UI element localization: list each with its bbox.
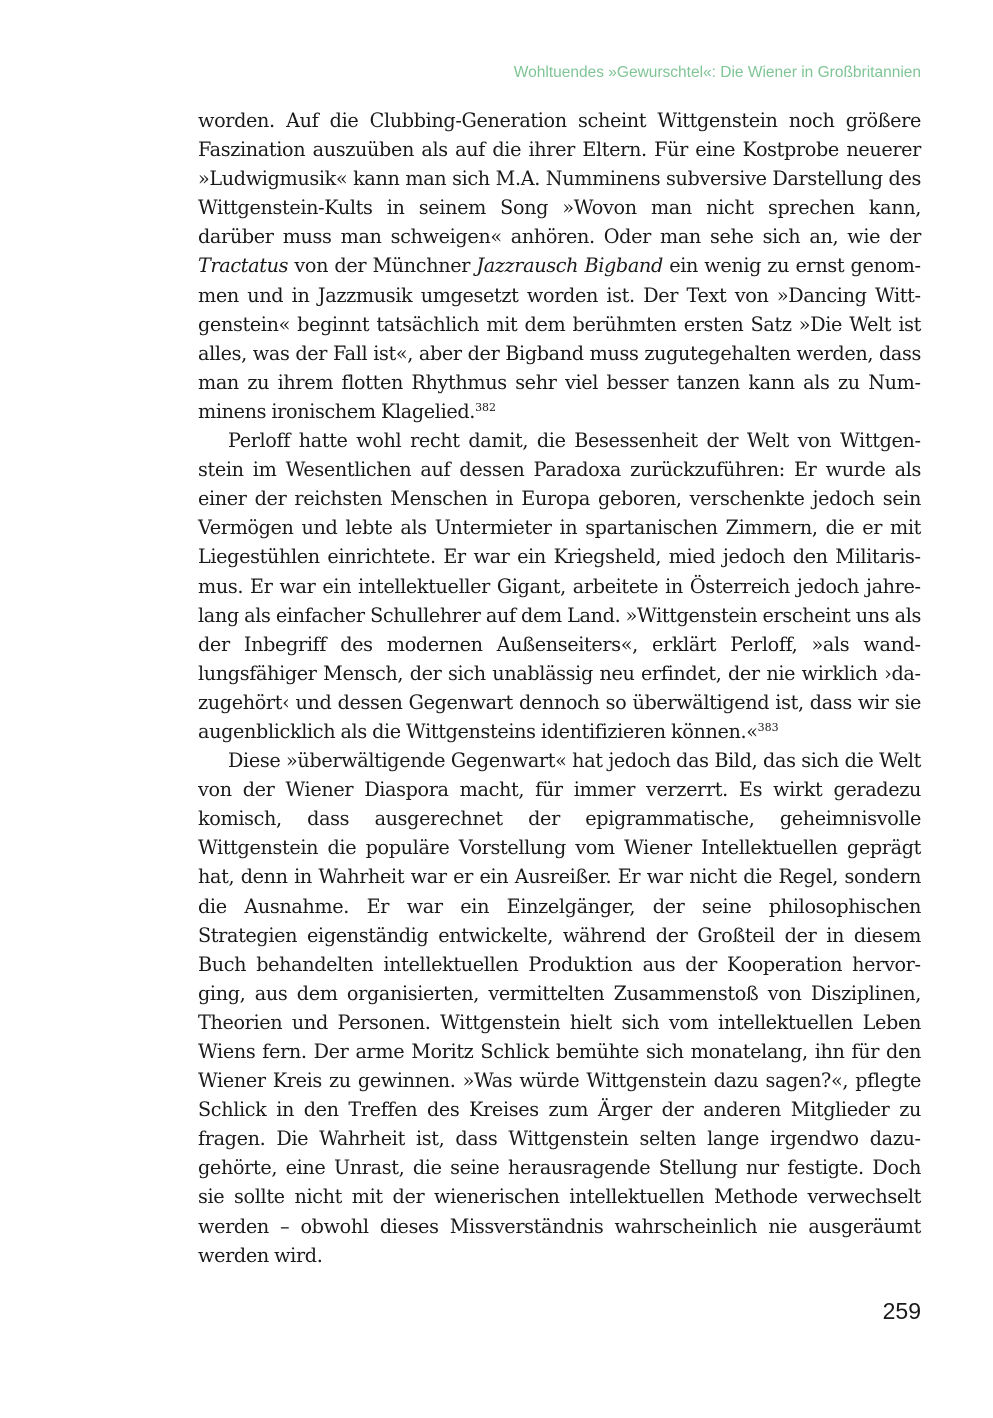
book-title-tractatus: Tractatus [198, 254, 289, 278]
paragraph-text: Diese »überwältigende Gegenwart« hat jedoch das Bild, das sich die Welt von der Wiener Diaspora macht, für immer verzerrt. Es wirkt geradezu komisch, dass ausgerechnet der epigrammatische, geheimnisvolle Wittgenstein die populäre Vorstellung vom Wiener Intellektuellen geprägt hat, denn in Wahrheit war er ein Ausreißer. Er war nicht die Regel, sondern die Ausnahme. Er war ein Einzelgänger, der seine philosophischen Strategien eigenständig entwickelte, während der Großteil der in diesem Buch behandelten intellektuellen Produktion aus der Kooperation hervorging, aus dem organisierten, vermittelten Zusammenstoß von Disziplinen, Theorien und Personen. Wittgenstein hielt sich vom intellektuellen Leben Wiens fern. Der arme Moritz Schlick bemühte sich monatelang, ihn für den Wiener Kreis zu gewinnen. »Was würde Wittgenstein dazu sagen?«, pflegte Schlick in den Treffen des Kreises zum Ärger der anderen Mitglieder zu fragen. Die Wahrheit ist, dass Wittgenstein selten lange irgendwo dazugehörte, eine Unrast, die seine herausragende Stellung nur festigte. Doch sie sollte nicht mit der wienerischen intellektuellen Methode verwechselt werden – obwohl dieses Missverständnis wahrscheinlich nie ausgeräumt werden wird. [198, 749, 921, 1267]
paragraph-2 [198, 426, 921, 746]
running-header: Wohltuendes »Gewurschtel«: Die Wiener in Großbritannien [513, 64, 921, 81]
footnote-ref-382: 382 [475, 400, 497, 414]
paragraph-3 [198, 746, 921, 1270]
paragraph-text: von der Münchner [288, 254, 477, 278]
footnote-ref-383: 383 [757, 720, 779, 734]
paragraph-text: ein wenig zu ernst genommen und in Jazzmusik umgesetzt worden ist. Der Text von »Dancing Wittgenstein« beginnt tatsächlich mit dem berühmten ersten Satz »Die Welt ist alles, was der Fall ist«, aber der Bigband muss zugutegehalten werden, dass man zu ihrem flotten Rhythmus sehr viel besser tanzen kann als zu Numminens ironischem Klagelied. [198, 254, 921, 423]
body-text [198, 106, 921, 1270]
page-number: 259 [882, 1298, 921, 1324]
band-name: Jazzrausch Bigband [476, 254, 663, 278]
paragraph-text: Perloff hatte wohl recht damit, die Besessenheit der Welt von Wittgenstein im Wesentlichen auf dessen Paradoxa zurückzuführen: Er wurde als einer der reichsten Menschen in Europa geboren, verschenkte jedoch sein Vermögen und lebte als Untermieter in spartanischen Zimmern, die er mit Liegestühlen einrichtete. Er war ein Kriegsheld, mied jedoch den Militarismus. Er war ein intellektueller Gigant, arbeitete in Österreich jedoch jahrelang als einfacher Schullehrer auf dem Land. »Wittgenstein erscheint uns als der Inbegriff des modernen Außenseiters«, erklärt Perloff, »als wandlungsfähiger Mensch, der sich unablässig neu erfindet, der nie wirklich ›dazugehört‹ und dessen Gegenwart dennoch so überwältigend ist, dass wir sie augenblicklich als die Wittgensteins identifizieren können.« [198, 429, 921, 743]
paragraph-text: worden. Auf die Clubbing-Generation scheint Wittgenstein noch größere Faszination auszuüben als auf die ihrer Eltern. Für eine Kostprobe neuerer »Ludwigmusik« kann man sich M.A. Numminens subversive Darstellung des Wittgenstein-Kults in seinem Song »Wovon man nicht sprechen kann, darüber muss man schweigen« anhören. Oder man sehe sich an, wie der [198, 109, 921, 249]
paragraph-1 [198, 106, 921, 426]
